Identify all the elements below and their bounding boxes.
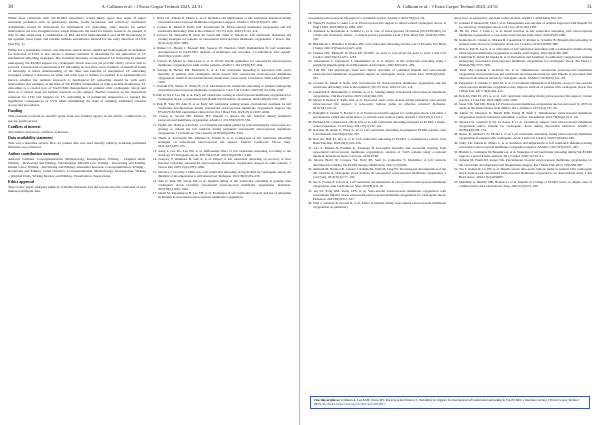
reference-item: 6. Schrage B, Becher PM, Bernhardt A, et al. Left ventricular unloading is associated with lower mortality in patients with cardiogenic shock treated with venoarterial extracorporeal membrane oxygenation: results from an international, multicenter cohort study. Circulation. 2020;142(22):2095–2106. <box>153 67 291 84</box>
reference-item: 10. Cheng A, Swartz MF, Massey HT. Impella to unload the left ventricle during peripheral extracorporeal membrane oxygenation. ASAIO J. 2013;59(5):533–536. <box>153 114 291 123</box>
reference-list <box>153 16 291 200</box>
reference-item: 12. Hasde A, Sarıcaoğlu MC, Dikmen N, Yamak N, et al. Comparison of left ventricular unloading strategies on venoarterial extracorporeal life support. Interact Cardiovasc Thorac Surg. 2021;32(3):467–475. <box>153 135 291 148</box>
reference-item: 26. Meani P, Delnoij T, Raffa GM, et al. Protracted aortic valve closure during peripheral veno-arterial extracorporeal life support: is intra-aortic balloon pump an effective solution? Perfusion. 2019;34(1):35–41. <box>308 98 446 111</box>
reference-item: 13. Kang J, Lee KS, Lee HS, et al. Differential effect of left ventricular unloading according to the aetiology of cardiogenic shock. ESC Heart Fail. 2023;10(4):2391–2400. <box>153 148 291 157</box>
page-number: 30 <box>8 5 13 10</box>
reference-item: 8. Kim D, Na Y, Lee SH, et al. Early left ventricular venting in extracorporeal membrane oxygenation for cardiogenic shock: a randomized trial (EARLY-UNLOAD). Circulation. 2023;148(20):1570–1581. <box>153 93 291 102</box>
reference-item: 21. Donker DW, Burkhoff D, Mack MJ. ECMO: we need to vent about the need to vent! J Am Coll Cardiol. 2022;79(13):1251–1253. <box>308 50 446 59</box>
reference-item: 16. Ahn E, Kim SH, Seong JM, et al. Optimal timing of left ventricular unloading in patients with cardiogenic shock receiving venoarterial extracorporeal membrane oxygenation. Perfusion. 2023;38(5):1035–1042. <box>153 178 291 191</box>
reference-item: 31. Aso S, Matsui H, Fushimi K, Yasunaga H. In-hospital mortality and successful weaning from venoarterial extracorporeal membrane oxygenation: analysis of 5,263 patients using a national inpatient database in Japan. Crit Care. 2016;20:80. <box>308 145 446 158</box>
section-heading: Author contribution statement <box>8 151 59 156</box>
reference-item: 1. Truby LK, Takeda K, Mauro C, et al. Incidence and implications of left ventricular distention during venoarterial extracorporeal membrane oxygenation support. ASAIO J. 2017;63(3):257–265. <box>153 16 291 25</box>
reference-item: 4. Welker CC, Huang J, Boswell MR, Spencer PJ, Theodoro MAV, Ramakrishna H. Left ventricular decompression in VA-ECMO: analysis of techniques and outcomes. J Cardiothorac Vasc Anesth. 2022;36(11):4192–4197. <box>153 46 291 59</box>
left-page-header <box>8 4 291 14</box>
reference-item: 39. Karatolios K, Chatzis G, Markus B, Luesebrink U, Richter A, Schieffer B. Biventricular unloading in patients with refractory cardiogenic shock. Int J Cardiol. 2016;222:883–888. <box>454 38 592 47</box>
citation-text: Calhoun A, Lee M-H, Chow DV, Karavas A & Ortoleva J. Variability in triggers for mechanical left ventricular unloading in VA-ECMO: a literature review. J Extra Corpor Technol 2023, 55, 24-31. <box>314 398 579 407</box>
data-availability-text: This was a literature review. Box, no patient data was used directly publicly available published literature was collected. <box>8 141 146 150</box>
reference-item: 43. Pappalardo F, Schulte C, Pieri M, et al. Concomitant implantation of Impella on top of veno-arterial extracorporeal membrane oxygenation may improve survival of patients with cardiogenic shock. Eur J Heart Fail. 2017;19(3):404–412. <box>454 80 592 93</box>
reference-item: 41. Lüsebrink E, Orban M, Kupka D, et al. Prevention and treatment of pulmonary congestion in patients undergoing venoarterial extracorporeal membrane oxygenation for cardiogenic shock. Eur Heart J. 2020;41(38):3753–3761. <box>454 55 592 68</box>
body-paragraph: While not a systematic review, our literature search shows significant heterogeneity in definition for detection of LVD. It also shows a marked variation in thresholds for the utilization of LV mechanical unloading strategies. The available literature on mechanical LV unloading in patients undergoing VA-ECMO support for cardiogenic shock does not yet provide clarity on how best to proceed. Current data on mechanical LV unloading do not show clear evidence of benefit in terms of mortality. A better understanding of the risks and benefits of mechanical LV unloading strategies without a reference on when and what type to initiate is required. It is additionally not known whether the optimal approach to mechanical LV unloading should be with early intervention (for example, at the time of VA-ECMO cannulation) or with watchful monitoring. LV unloading is a crucial part of VA-ECMO management in patients with cardiogenic shock and there is a critical need for further research on the subject. Further research on the theoretical rationale for LVD and triggers for LV unloading is of paramount importance to expand the significant consequences of LVD while minimizing the risks of utilizing additional vascular access and procedures. <box>8 47 146 107</box>
intro-paragraph: While most clinicians with VA-ECMO experience would likely agree that signs of upper extremity perfusion such as pulmonary edema, frothy secretions, and refractory ventricular arrhythmias would be indications for mechanical LV unloading, other criteria for earlier intervention are less straightforward which illustrates the need for further research. At present, it may be that employing a combination of PAC-derived hemodynamics and ALPP monitoring in the optimal, most rapid, and reliable bedside surveillance method for the early detection of LVD (See Fig. 1). <box>8 16 146 46</box>
reference-item: 17. Ghani M, Rajasekaran H, Lee YH, et al. Evaluation of left ventricular reversal and use of unloading techniques in venoarterial extracorporeal membrane oxygenation. <box>153 191 291 200</box>
right-page-references-column-1 <box>308 16 446 366</box>
reference-item: 53. Mehdiani A, Immohr MB, Boeken U, et al. Impella as a bridge to ECMO: lower vs. higher rates of complications? Ann Cardiothorac Surg. 2022;11(5):521–530. <box>454 179 592 188</box>
reference-item: 27. Nakajima T, Tanaka Y, Fischer I, et al. Extracorporeal life support for cardiogenic shock with either a percutaneous ventricular assist device or an intra-aortic balloon pump. ASAIO J. 2021;67(11):1211. <box>308 110 446 120</box>
section-heading: Data availability statement <box>8 136 53 140</box>
reference-item: 2. Lorusso R, Meani P, Raffa GM, Kowalewski M. Extracorporeal membrane oxygenation and left ventricular unloading: what is the evidence? JTCVS Tech. 2022;13:101–114. <box>153 24 291 33</box>
reference-item: 14. Gregory V, Okumura H, Sath A, et al. Impact of left ventricular unloading on recovery of liver function following venoarterial extracorporeal membrane oxygenation support in adult patients. J Thorac Dis. 2023;15(4):1875–1884. <box>153 157 291 170</box>
reference-item: 51. Jumean M, Pham DT, Kapur NK. Percutaneous bi-atrial extracorporeal membrane oxygenation for left ventricular decompression and biventricular support. Eur J Heart Fail. 2015;17(9):984–987. <box>454 158 592 167</box>
reference-item: 9. Park H, Yang JH, Ahn JJ, et al. Early left ventricular venting versus conventional treatment for left ventricular decompression during venoarterial extracorporeal membrane oxygenation support: the EVOLVE-ECMO randomized clinical trial. Eur J Heart Fail. 2023;25(11):2037–2046. <box>153 101 291 114</box>
reference-item: 11. Fiedler AG, Dalia A, Axtell AL, et al. Impella placement guided by echocardiography can be used as a strategy to unload the left ventricle during peripheral venoarterial extracorporeal membrane oxygenation. J Cardiothorac Vasc Anesth. 2018;32(6):2585–2591. <box>153 123 291 136</box>
reference-item: 40. Kim A, Pak H, Lee S, et al. Outcomes of left ventricular unloading with a transseptal cannula during extracorporeal membrane oxygenation in adults. Artif Organs. 2021;45(4):390–398. <box>454 46 592 55</box>
reference-item: 19. Assmann A, Beckmann A, Schmid C, et al. Use of extracorporeal circulation (ECLS/ECMO) for cardiac and circulatory failure – a clinical practice Guideline Level 3. ESC Heart Fail. 2022;9(1):506–518. <box>308 29 446 42</box>
reference-item: 38. He JN, Zhou J, Chen L, et al. Renal function in left ventricular unloading with extracorporeal membrane oxygenation: a case-series observational study. Herz. 2020;45(2):1489. <box>454 29 592 38</box>
citation-label: Cite this article as: <box>314 398 341 403</box>
running-title: A. Calhoun et al. / J Extra Corpor Technol 2023, 24-31 <box>396 4 499 9</box>
conflicts-text: The authors declare no conflicts of interest. <box>8 129 69 134</box>
section-heading: Conflicts of interest <box>8 124 41 129</box>
reference-item: 18. Thiele H, Zeymer U, Akin I, et al. Extracorporeal life support in infarct-related cardiogenic shock. N Engl J Med. 2023;389(14):1286–1297. <box>308 20 446 29</box>
reference-item: 23. Lim HS. The physiologic basis and clinical outcomes of combined Impella and veno-arterial extracorporeal membrane oxygenation support in cardiogenic shock. Cardiol Ther. 2020;9(2):245–255. <box>308 68 446 81</box>
ethics-text: This review paper analyzed publicly available literature and did not involve the collection of new human participant data. <box>8 184 146 193</box>
reference-item: 36. Eliet J, Gaudard P, Zeroual N, et al. Effect of Impella during veno-arterial extracorporeal membrane oxygenation on pulmonary <box>308 201 446 210</box>
section-heading: Funding <box>8 109 23 114</box>
section-heading: Ethics approval <box>8 179 35 184</box>
right-page <box>300 0 600 425</box>
reference-item: 7. Grandin EW, Nunez JI, Willar B, et al. Mechanical left ventricular unloading in patients undergoing venoarterial extracorporeal membrane oxygenation. J Am Coll Cardiol. 2022;79(13):1239–1250. <box>153 84 291 93</box>
right-page-references-column-2 <box>454 16 592 366</box>
citation-box <box>310 396 590 409</box>
reference-item: 45. Sauer CM, Yuh DD, Bonde LP. Extracorporeal membrane oxygenation use has increased by 433% in adults in the United States from 2006 to 2011. ASAIO J. 2015;61(1):31–36. <box>454 102 592 111</box>
reference-item: 48. Russo JJ, Aleksova N, Pitcher I, et al. Left ventricular unloading during extracorporeal membrane oxygenation in patients with cardiogenic shock. J Am Coll Cardiol. 2019;73(6):654–662. <box>454 132 592 141</box>
reference-item: 20. Bělohlávek J, Hunziker P, Donker DW. Left ventricular unloading and the role of ECpella. Eur Heart J Suppl. 2021;23(Suppl A):A27–A34. <box>308 42 446 51</box>
reference-item: 52. Yeo I, Axman R, Lu DY, et al. Impella versus intra-aortic balloon pump in patients with cardiogenic shock treated with venoarterial extracorporeal membrane oxygenation: an observational study. J Am Heart Assoc. 2024;13(2):e032607. <box>454 167 592 180</box>
reference-item: 15. Ortoleva J, Crowley J, Dalia AA. Left ventricular unloading in VA-ECMO for cardiogenic shock: the dilemma of decompression is still unresolved. Perfusion. 2021;36(3):234–235. <box>153 170 291 179</box>
reference-item: 44. Rali AS, Hall EJ, Dry A, et al. Left ventricular unloading during extracorporeal life support: current practice. J Card Fail. 2022;28(8):1326–1336. <box>454 93 592 102</box>
left-page-column-1 <box>8 16 146 422</box>
reference-list <box>454 16 592 188</box>
reference-item: 5. Lorusso R, Shekar K, MacLaren G, et al. ELSO interim guidelines for venoarterial extracorporeal membrane oxygenation in adult cardiac patients. ASAIO J. 2021;67(8):827–844. <box>153 58 291 67</box>
reference-item: venoarterial extracorporeal life support: a systematic review. ASAIO J. 2024;70(4):e1–e9. <box>308 16 425 20</box>
reference-list <box>308 16 446 209</box>
reference-item: 32. Ricarte Bratti JP, Cavayas YA, Noly PE, Serri K, Lamarche Y. Modalities of left ventricle decompression during VA-ECMO therapy. Membranes. 2021;11(3):209. <box>308 158 446 167</box>
reference-item: 22. Gaisendrees C, Djordjevic I, Sabashnikov A, et al. Impact of left ventricular unloading using a peripheral Impella pump in eCPR patients. Artif Organs. 2022;46(3):451–459. <box>308 59 446 68</box>
reference-item: 33. Alkhouli M, Narins CR, Lehoux J, Knight PA, Waits B, Ling FS. Percutaneous decompression of the left ventricle in cardiogenic shock patients on venoarterial extracorporeal membrane oxygenation. J Card Surg. 2016;31(3):177–182. <box>308 167 446 180</box>
reference-item: 30. Rali AS, Hall EJ, Dry A, et al. Left ventricular unloading in ECMO: a contemporary review. Curr Heart Fail Rep. 2023;20(3):218–226. <box>308 137 446 146</box>
reference-item: 25. Lüsebrink E, Binzenhöfer L, Kellnar A, et al. Venting during venoarterial extracorporeal membrane oxygenation. Clin Res Cardiol. 2023;112(4):464–505. <box>308 89 446 98</box>
reference-item: 29. Rasanen M, Rajan S, Wang K, et al. Left ventricular unloading in peripheral ECMO patients. Ann Card Anaesth. 2023;26(2):162–167. <box>308 128 446 137</box>
reference-item: 49. Truby LK, Takeda K, Mauro C, et al. Incidence and implications of left ventricular distention during venoarterial extracorporeal membrane oxygenation support. ASAIO J. 2017;63(3):257–265. <box>454 141 592 150</box>
reference-item: 35. Au SY, Fong KM, Tsang CFS, et al. Veno-arterial extracorporeal membrane oxygenation with concomitant Impella versus venoarterial extracorporeal membrane oxygenation for cardiogenic shock. Perfusion. 2023;38(3):517–527. <box>308 188 446 201</box>
reference-item: 37. Gaudard P, Mourad M, Eliet J, et al. Management and outcome of patients supported with Impella 5.0 for refractory cardiogenic shock. Crit Care. 2015;19(1):363. <box>454 20 592 29</box>
author-contribution-text: Anthony Calhoun: Conceptualization, Methodology, Investigation, Writing – Original Draft, Writing – Reviewing and Editing, Visualization. Min-Ha Lee: Writing – Reviewing and Editing. Daniel Choo: Writing – Reviewing and Editing. Alexandra Karavas: Conceptualization, Writing – Reviewing and Editing. Jamel Ortoleva: Conceptualization, Methodology, Investigation, Writing – Original Draft, Writing Review and Editing, Visualization, Supervision. <box>8 156 146 178</box>
left-page-references <box>153 16 291 422</box>
reference-item: 50. Baldetti L, Gramegna M, Beneduce A, et al. Strategies of left ventricular unloading during VA-ECMO support: a network meta-analysis. Int J Cardiol. 2020;312:16–21. <box>454 149 592 158</box>
reference-item: 3. Cevasco M, Takayama H, Ando M, Garan AR, Naka Y, Takeda K. Left ventricular distension and venting strategies for patients on venoarterial extracorporeal membrane oxygenation. J Thorac Dis. 2019;11(4):1676–1683. <box>153 33 291 46</box>
reference-item: 42. Patel SM, Lipinski J, Al-Kindi SG, et al. Simultaneous venoarterial extracorporeal membrane oxygenation and percutaneous left ventricular decompression therapy with Impella is associated with improved outcomes in refractory cardiogenic shock. ASAIO J. 2019;65(1):21–28. <box>454 68 592 81</box>
reference-item: 46. Akhtar W, Olusanya O, Baladi MM, Young H, Shah S. Simultaneous extracorporeal membrane oxygenation and left ventricular unloading: a review. Anaesthesia. 2021;76(Suppl 4):11–20. <box>454 110 592 120</box>
reference-item: 34. Xie A, Forrest P, Loforte A. Left ventricular decompression in veno-arterial extracorporeal membrane oxygenation. Ann Cardiothorac Surg. 2019;8(1):9–18. <box>308 179 446 188</box>
reference-item: 47. Mourad M, Gaudard P, De La Arena P, et al. Circulatory support with extracorporeal membrane oxygenation and/or Impella for cardiogenic shock during myocardial infarction. ASAIO J. 2018;64(6):708–714. <box>454 119 592 132</box>
reference-item: artery flow as assessed by end-tidal carbon dioxide. ASAIO J. 2018;64(4):502–507. <box>454 16 563 20</box>
citation-doi-link[interactable]: https://doi.org/10.1051/ject/2023001 <box>336 402 385 407</box>
page-number: 31 <box>587 5 592 10</box>
reference-item: 28. Pischke LM, Crespleard A, Mady GN, et al. Left ventricular unloading strategies in ECMO: a single-center experience. J Card Surg. 2021;37(1):132–141. <box>308 119 446 128</box>
funding-text: This research received no specific grant from any funding agency in the public, commercial, or not-for-profit sectors. <box>8 114 146 123</box>
running-title: A. Calhoun et al. / J Extra Corpor Technol 2023, 24-31 <box>101 4 203 9</box>
reference-item: 24. Lorusso R, Meani P, Raffa GM, Kowalewski M. Extracorporeal membrane oxygenation and left ventricular unloading: what is the evidence? JTCVS Tech. 2022;13:101–114. <box>308 80 446 89</box>
right-page-header <box>308 4 592 14</box>
